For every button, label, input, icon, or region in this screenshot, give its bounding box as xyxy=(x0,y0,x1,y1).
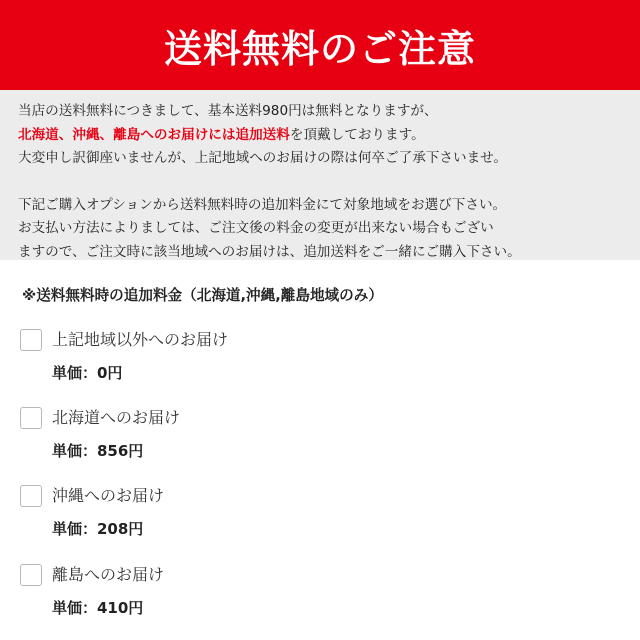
notice-line-6: ますので、ご注文時に該当地域へのお届けは、追加送料をご一緒にご購入下さい。 xyxy=(18,243,521,260)
notice-spacer xyxy=(18,171,622,194)
checkbox-other-regions[interactable] xyxy=(20,329,42,351)
option-price: 単価：0円 xyxy=(52,364,123,382)
option-price: 単価：410円 xyxy=(52,599,144,617)
option-price: 単価：856円 xyxy=(52,442,144,460)
checkbox-hokkaido[interactable] xyxy=(20,407,42,429)
banner-title: 送料無料のご注意 xyxy=(163,26,476,71)
fee-section-title: ※送料無料時の追加料金（北海道,沖縄,離島地域のみ） xyxy=(22,287,383,304)
option-label[interactable]: 離島へのお届け xyxy=(52,565,165,584)
notice-line-5: お支払い方法によりましては、ご注文後の料金の変更が出来ない場合もござい xyxy=(18,220,494,236)
option-hokkaido[interactable] xyxy=(20,407,620,477)
notice-line-2 xyxy=(18,124,622,148)
notice-line-3: 大変申し訳御座いませんが、上記地域へのお届けの際は何卒ご了承下さいませ。 xyxy=(18,150,507,166)
option-label[interactable]: 沖縄へのお届け xyxy=(52,486,165,505)
notice-line-2-rest: を頂戴しております。 xyxy=(289,126,425,143)
option-price: 単価：208円 xyxy=(52,520,144,538)
option-remote-islands[interactable] xyxy=(20,564,620,634)
option-label[interactable]: 上記地域以外へのお届け xyxy=(52,330,229,349)
notice-line-1: 当店の送料無料につきまして、基本送料980円は無料となりますが、 xyxy=(18,103,438,119)
option-label[interactable]: 北海道へのお届け xyxy=(52,408,181,427)
notice-box xyxy=(0,90,640,260)
notice-line-4: 下記ご購入オプションから送料無料時の追加料金にて対象地域をお選び下さい。 xyxy=(18,196,507,213)
notice-highlight: 北海道、沖縄、離島へのお届けには追加送料 xyxy=(18,126,290,143)
header-banner xyxy=(0,0,640,90)
checkbox-remote-islands[interactable] xyxy=(20,564,42,586)
option-okinawa[interactable] xyxy=(20,485,620,555)
option-other-regions[interactable] xyxy=(20,329,620,399)
checkbox-okinawa[interactable] xyxy=(20,485,42,507)
